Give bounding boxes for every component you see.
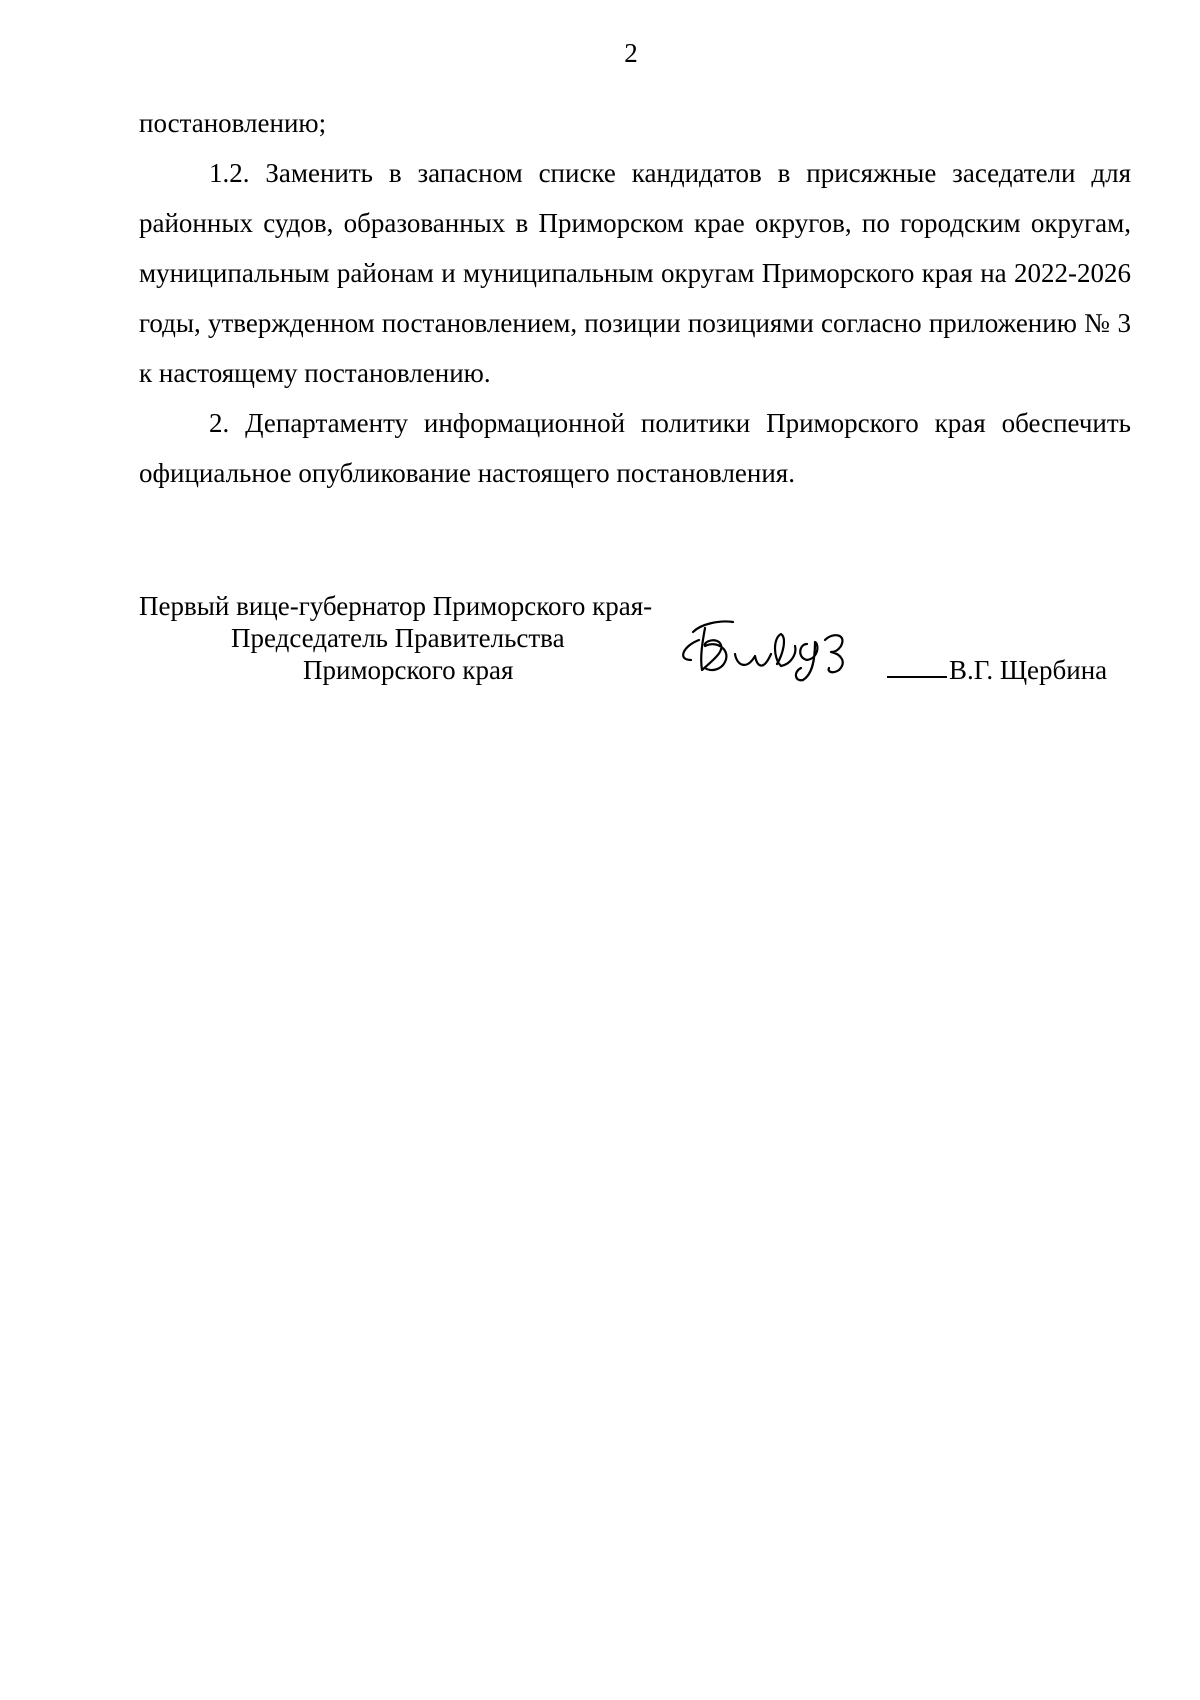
paragraph-1-2: 1.2. Заменить в запасном списке кандидатов в присяжные заседатели для районных судов, образованных в Приморском крае округов, по городским округам, муниципальным районам и муниципальным округам Приморского края на 2022-2026 годы, утвержденном постановлением, позиции позициями согласно приложению № 3 к настоящему постановлению. [139,158,1131,388]
signatory-title-line2: Председатель Правительства [231,623,565,653]
signature-dash [887,676,947,678]
signature-block [139,590,1139,700]
signatory-title-line1: Первый вице-губернатор Приморского края- [139,591,653,621]
page-number: 2 [624,38,638,68]
paragraph-continuation: постановлению; [139,108,327,138]
signatory-title-line3: Приморского края [303,655,514,685]
handwritten-signature [669,610,894,690]
signatory-name: В.Г. Щербина [949,655,1108,685]
document-body [139,98,1131,498]
paragraph-2: 2. Департаменту информационной политики Приморского края обеспечить официальное опубликование настоящего постановления. [139,408,1131,488]
